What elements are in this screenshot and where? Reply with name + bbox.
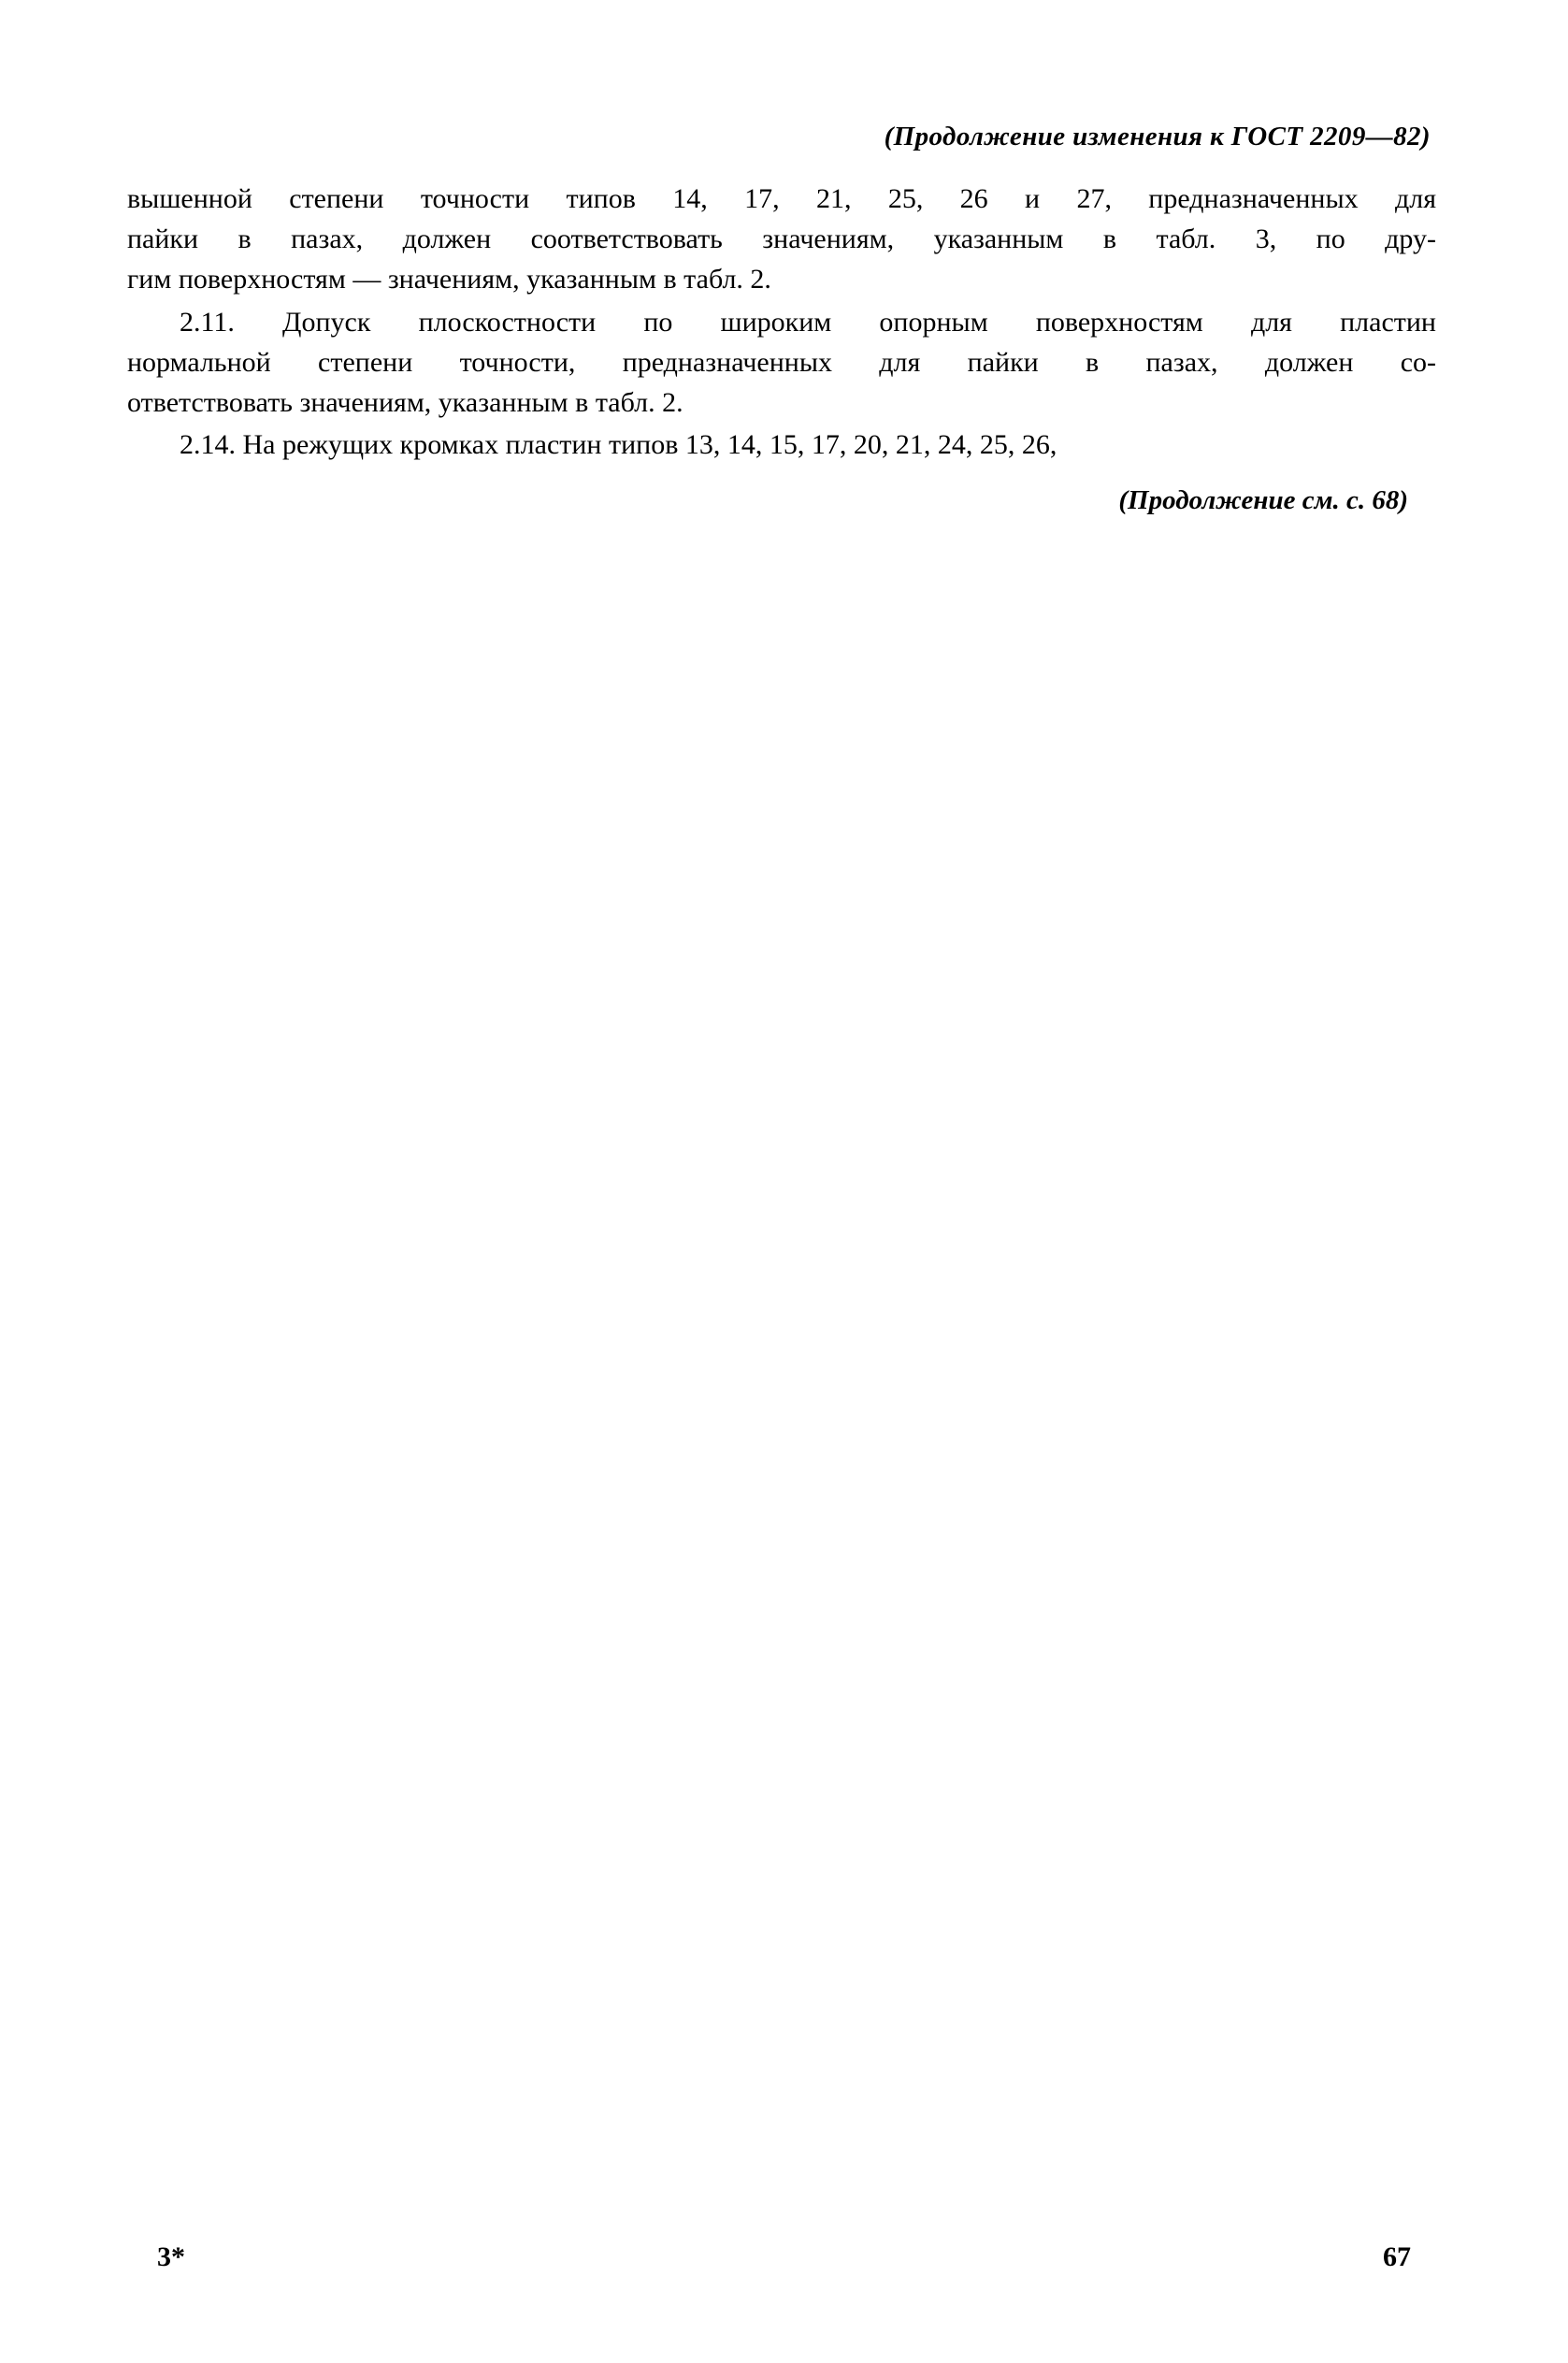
continuation-see-page-note: (Продолжение см. с. 68): [1118, 485, 1408, 516]
text-line: ответствовать значениям, указанным в табл. 2.: [127, 386, 683, 418]
text-line: вышенной степени точности типов 14, 17, 21, 25, 26 и 27, предназначенных для: [127, 183, 1436, 214]
text-line: нормальной степени точности, предназначенных для пайки в пазах, должен со-: [127, 346, 1436, 378]
body-text: [127, 179, 1436, 465]
text-line: 2.11. Допуск плоскостности по широким опорным поверхностям для пластин: [180, 306, 1436, 338]
page-number: 67: [1383, 2241, 1411, 2272]
text-line: пайки в пазах, должен соответствовать значениям, указанным в табл. 3, по дру-: [127, 223, 1436, 255]
footer-signature-mark: 3*: [157, 2241, 185, 2272]
page-footer: [0, 2236, 1568, 2273]
paragraph-2-14: [127, 425, 1436, 465]
paragraph-2-11: [127, 302, 1436, 424]
page-content: [127, 122, 1436, 516]
header-continuation-note: (Продолжение изменения к ГОСТ 2209—82): [884, 122, 1431, 151]
text-line: 2.14. На режущих кромках пластин типов 13, 14, 15, 17, 20, 21, 24, 25, 26,: [180, 429, 1057, 461]
text-line: гим поверхностям — значениям, указанным в табл. 2.: [127, 264, 771, 295]
paragraph-intro: [127, 179, 1436, 300]
